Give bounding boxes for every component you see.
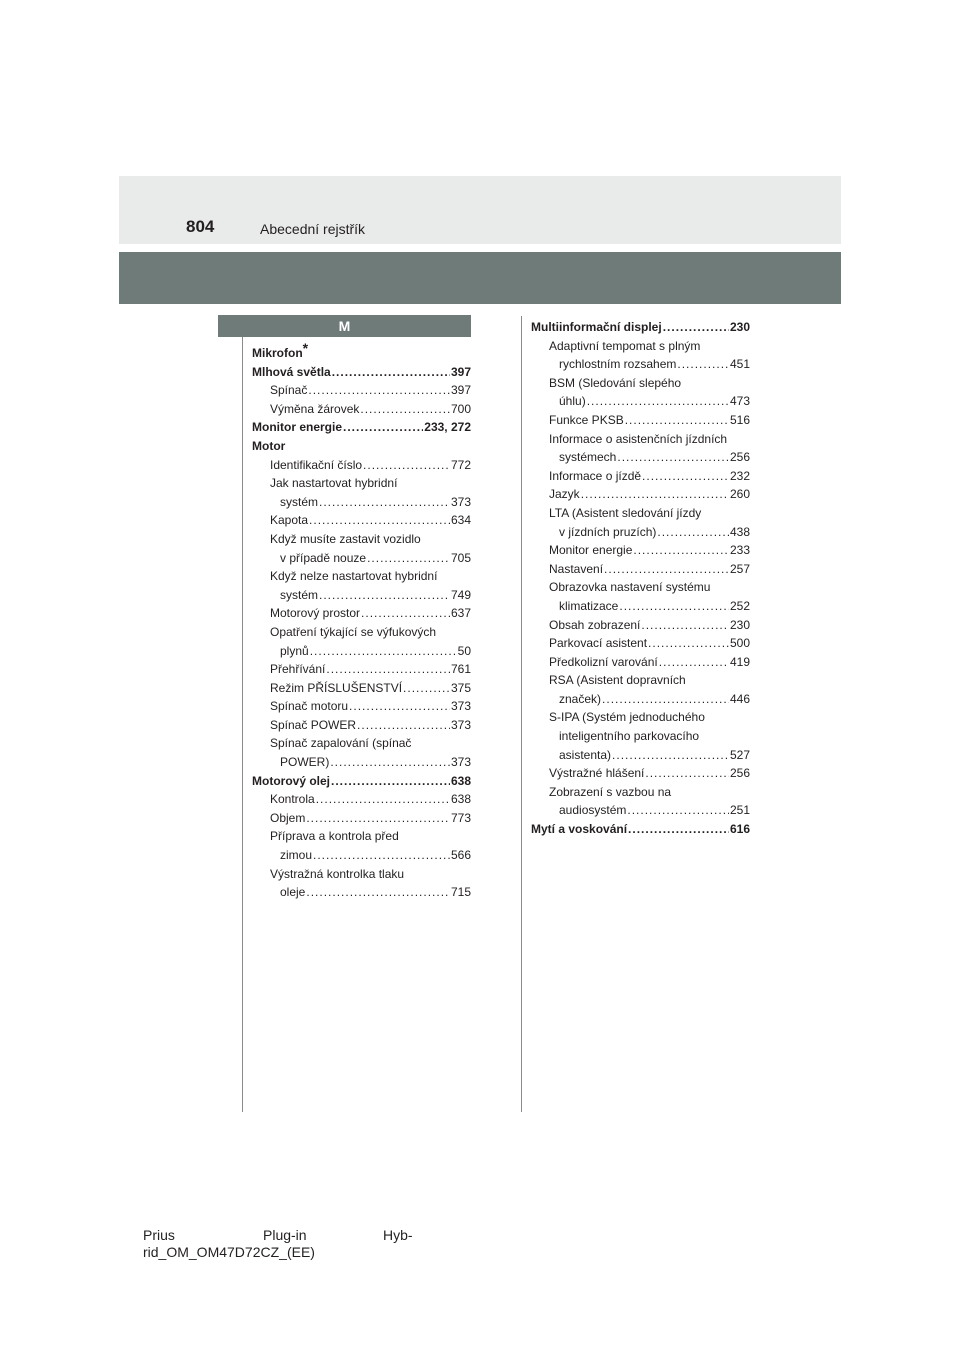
dot-leader	[581, 485, 729, 504]
index-entry	[252, 418, 471, 437]
right-entry-list	[531, 318, 750, 839]
entry-text-line: Výstražná kontrolka tlaku	[270, 866, 405, 881]
column-divider-left	[242, 337, 243, 1112]
dot-leader	[367, 549, 450, 568]
entry-page-number: 772	[450, 457, 471, 472]
entry-label: Informace o jízdě	[549, 468, 642, 483]
index-entry	[531, 337, 750, 374]
entry-label: Výměna žárovek	[270, 401, 360, 416]
entry-page-number: 233, 272	[424, 420, 471, 435]
asterisk-mark: *	[302, 340, 309, 356]
dot-leader	[319, 586, 450, 605]
entry-label: Funkce PKSB	[549, 412, 624, 427]
dot-leader	[326, 660, 450, 679]
entry-label: Obsah zobrazení	[549, 617, 641, 632]
entry-text-line: LTA (Asistent sledování jízdy	[549, 505, 702, 520]
index-letter-tab: M	[218, 315, 471, 337]
index-entry	[252, 474, 471, 511]
section-title: Abecední rejstřík	[260, 221, 366, 237]
left-entry-list	[252, 363, 471, 902]
entry-label: zimou	[280, 848, 313, 863]
entry-page-number: 705	[450, 550, 471, 565]
index-entry	[252, 381, 471, 400]
dot-leader	[306, 883, 450, 902]
index-entry	[252, 363, 471, 382]
entry-page-number: 373	[450, 755, 471, 770]
dot-leader	[604, 560, 729, 579]
entry-label: Parkovací asistent	[549, 636, 648, 651]
dot-leader	[602, 690, 729, 709]
entry-label: Motorový olej	[252, 773, 331, 788]
dot-leader	[316, 790, 450, 809]
entry-page-number: 715	[450, 885, 471, 900]
entry-page-number: 446	[729, 691, 750, 706]
dot-leader	[641, 616, 729, 635]
dot-leader	[308, 381, 450, 400]
index-entry	[252, 772, 471, 791]
entry-page-number: 473	[729, 394, 750, 409]
index-entry	[252, 660, 471, 679]
entry-label: klimatizace	[559, 598, 619, 613]
entry-label: v případě nouze	[280, 550, 367, 565]
index-entry	[252, 437, 471, 456]
entry-label: Mlhová světla	[252, 364, 331, 379]
index-entry	[531, 374, 750, 411]
entry-page-number: 516	[729, 412, 750, 427]
index-entry	[252, 511, 471, 530]
dot-leader	[645, 764, 729, 783]
entry-text-line: BSM (Sledování slepého	[549, 375, 682, 390]
dot-leader	[319, 493, 450, 512]
dot-leader	[677, 355, 729, 374]
entry-page-number: 373	[450, 717, 471, 732]
entry-label: Motor	[252, 438, 286, 453]
entry-text-line: Spínač zapalování (spínač	[270, 736, 412, 751]
dot-leader	[309, 511, 450, 530]
entry-label: Identifikační číslo	[270, 457, 363, 472]
dot-leader	[642, 467, 729, 486]
index-entry	[252, 679, 471, 698]
dot-leader	[361, 604, 450, 623]
entry-page-number: 451	[729, 357, 750, 372]
entry-page-number: 638	[450, 792, 471, 807]
entry-label: systém	[280, 494, 319, 509]
entry-page-number: 773	[450, 810, 471, 825]
index-entry	[531, 541, 750, 560]
index-entry	[252, 623, 471, 660]
entry-page-number: 50	[457, 643, 471, 658]
dot-leader	[612, 746, 729, 765]
index-column-left	[252, 339, 471, 902]
dot-leader	[657, 523, 729, 542]
entry-label: Multiinformační displej	[531, 320, 662, 334]
dot-leader	[313, 846, 450, 865]
entry-page-number: 637	[450, 606, 471, 621]
entry-text-line: Zobrazení s vazbou na	[549, 784, 672, 799]
entry-label: značek)	[559, 691, 602, 706]
entry-label: POWER)	[280, 755, 330, 770]
dot-leader	[648, 634, 729, 653]
entry-text-line: Když musíte zastavit vozidlo	[270, 531, 421, 546]
column-divider-middle	[521, 316, 522, 1112]
dot-leader	[343, 418, 423, 437]
entry-label: Spínač motoru	[270, 699, 349, 714]
entry-page-number: 260	[729, 487, 750, 502]
index-entry	[531, 653, 750, 672]
entry-page-number: 256	[729, 450, 750, 465]
entry-text-line: Obrazovka nastavení systému	[549, 580, 711, 595]
index-entry	[531, 485, 750, 504]
index-entry	[252, 809, 471, 828]
entry-label: Spínač POWER	[270, 717, 357, 732]
entry-page-number: 375	[450, 680, 471, 695]
entry-label: Monitor energie	[252, 420, 343, 435]
header-band	[119, 176, 841, 244]
entry-page-number: 749	[450, 587, 471, 602]
entry-page-number: 230	[729, 320, 750, 334]
entry-page-number: 500	[729, 636, 750, 651]
index-entry	[252, 697, 471, 716]
entry-text-line: Adaptivní tempomat s plným	[549, 338, 701, 353]
page-number: 804	[186, 217, 215, 236]
entry-page-number: 256	[729, 766, 750, 781]
entry-page-number: 566	[450, 848, 471, 863]
dot-leader	[310, 642, 457, 661]
entry-label: Kontrola	[270, 792, 315, 807]
index-entry	[531, 560, 750, 579]
footer-model: Prius	[143, 1227, 175, 1243]
dot-leader	[306, 809, 450, 828]
index-entry	[252, 400, 471, 419]
entry-label: Monitor energie	[549, 543, 633, 558]
dot-leader	[627, 801, 729, 820]
header-dark-band	[119, 252, 841, 304]
index-entry	[531, 764, 750, 783]
entry-text-line: Když nelze nastartovat hybridní	[270, 569, 438, 584]
entry-text-line: Jak nastartovat hybridní	[270, 476, 398, 491]
entry-page-number: 397	[450, 364, 471, 379]
dot-leader	[349, 697, 450, 716]
entry-label: Nastavení	[549, 561, 604, 576]
dot-leader	[617, 448, 729, 467]
index-entry	[252, 865, 471, 902]
footer-doc-id	[143, 1227, 413, 1261]
index-entry	[252, 790, 471, 809]
entry-label: plynů	[280, 643, 309, 658]
entry-text-line: S-IPA (Systém jednoduchého	[549, 710, 705, 725]
entry-label: Jazyk	[549, 487, 580, 502]
index-entry	[531, 820, 750, 839]
dot-leader	[659, 653, 729, 672]
dot-leader	[619, 597, 729, 616]
entry-page-number: 230	[729, 617, 750, 632]
dot-leader	[357, 716, 450, 735]
dot-leader	[330, 753, 450, 772]
dot-leader	[587, 392, 729, 411]
entry-label: Předkolizní varování	[549, 654, 658, 669]
entry-label: Objem	[270, 810, 306, 825]
entry-page-number: 616	[729, 822, 750, 837]
dot-leader	[331, 772, 450, 791]
entry-label: Motorový prostor	[270, 606, 361, 621]
entry-label: Mikrofon	[252, 346, 303, 360]
entry-page-number: 438	[729, 524, 750, 539]
entry-text-line: Příprava a kontrola před	[270, 829, 399, 844]
entry-page-number: 634	[450, 513, 471, 528]
dot-leader	[628, 820, 729, 839]
index-entry	[252, 456, 471, 475]
index-entry	[252, 567, 471, 604]
index-entry	[531, 578, 750, 615]
index-entry	[252, 604, 471, 623]
entry-label: Mytí a voskování	[531, 822, 628, 837]
entry-label: systém	[280, 587, 319, 602]
entry-label: Kapota	[270, 513, 309, 528]
entry-label: úhlu)	[559, 394, 586, 409]
index-entry	[531, 708, 750, 764]
index-entry	[531, 671, 750, 708]
index-entry	[252, 734, 471, 771]
index-entry	[531, 318, 750, 337]
entry-page-number: 419	[729, 654, 750, 669]
footer-variant: Plug-in	[263, 1227, 307, 1243]
entry-page-number: 700	[450, 401, 471, 416]
index-entry	[531, 616, 750, 635]
entry-label: audiosystém	[559, 803, 627, 818]
entry-label: Režim PŘÍSLUŠENSTVÍ	[270, 680, 403, 695]
entry-page-number: 397	[450, 383, 471, 398]
entry-text-line: RSA (Asistent dopravních	[549, 673, 686, 688]
entry-page-number: 638	[450, 773, 471, 788]
dot-leader	[625, 411, 729, 430]
index-entry	[531, 430, 750, 467]
index-entry	[531, 504, 750, 541]
index-entry	[531, 783, 750, 820]
index-entry	[531, 634, 750, 653]
entry-page-number: 761	[450, 662, 471, 677]
entry-text-line: Opatření týkající se výfukových	[270, 624, 437, 639]
entry-page-number: 257	[729, 561, 750, 576]
entry-label: Výstražné hlášení	[549, 766, 645, 781]
entry-page-number: 233	[729, 543, 750, 558]
entry-label: v jízdních pruzích)	[559, 524, 657, 539]
index-entry	[531, 411, 750, 430]
entry-label: systémech	[559, 450, 617, 465]
entry-label: asistenta)	[559, 747, 612, 762]
index-column-right	[531, 318, 750, 839]
dot-leader	[332, 363, 450, 382]
entry-page-number: 373	[450, 494, 471, 509]
dot-leader	[403, 679, 450, 698]
index-entry	[252, 716, 471, 735]
index-entry	[531, 467, 750, 486]
footer-type: Hyb-	[383, 1227, 413, 1243]
entry-label: oleje	[280, 885, 306, 900]
entry-page-number: 252	[729, 598, 750, 613]
index-entry	[252, 827, 471, 864]
index-entry	[252, 530, 471, 567]
dot-leader	[360, 400, 450, 419]
entry-label: Spínač	[270, 383, 308, 398]
entry-page-number: 373	[450, 699, 471, 714]
dot-leader	[663, 318, 729, 337]
footer-code: rid_OM_OM47D72CZ_(EE)	[143, 1244, 315, 1260]
entry-label: rychlostním rozsahem	[559, 357, 677, 372]
entry-page-number: 527	[729, 747, 750, 762]
dot-leader	[363, 456, 450, 475]
entry-page-number: 251	[729, 803, 750, 818]
entry-page-number: 232	[729, 468, 750, 483]
index-entry-mikrofon	[252, 339, 471, 363]
entry-text-line: inteligentního parkovacího	[559, 729, 700, 744]
dot-leader	[633, 541, 729, 560]
entry-text-line: Informace o asistenčních jízdních	[549, 431, 728, 446]
entry-label: Přehřívání	[270, 662, 326, 677]
